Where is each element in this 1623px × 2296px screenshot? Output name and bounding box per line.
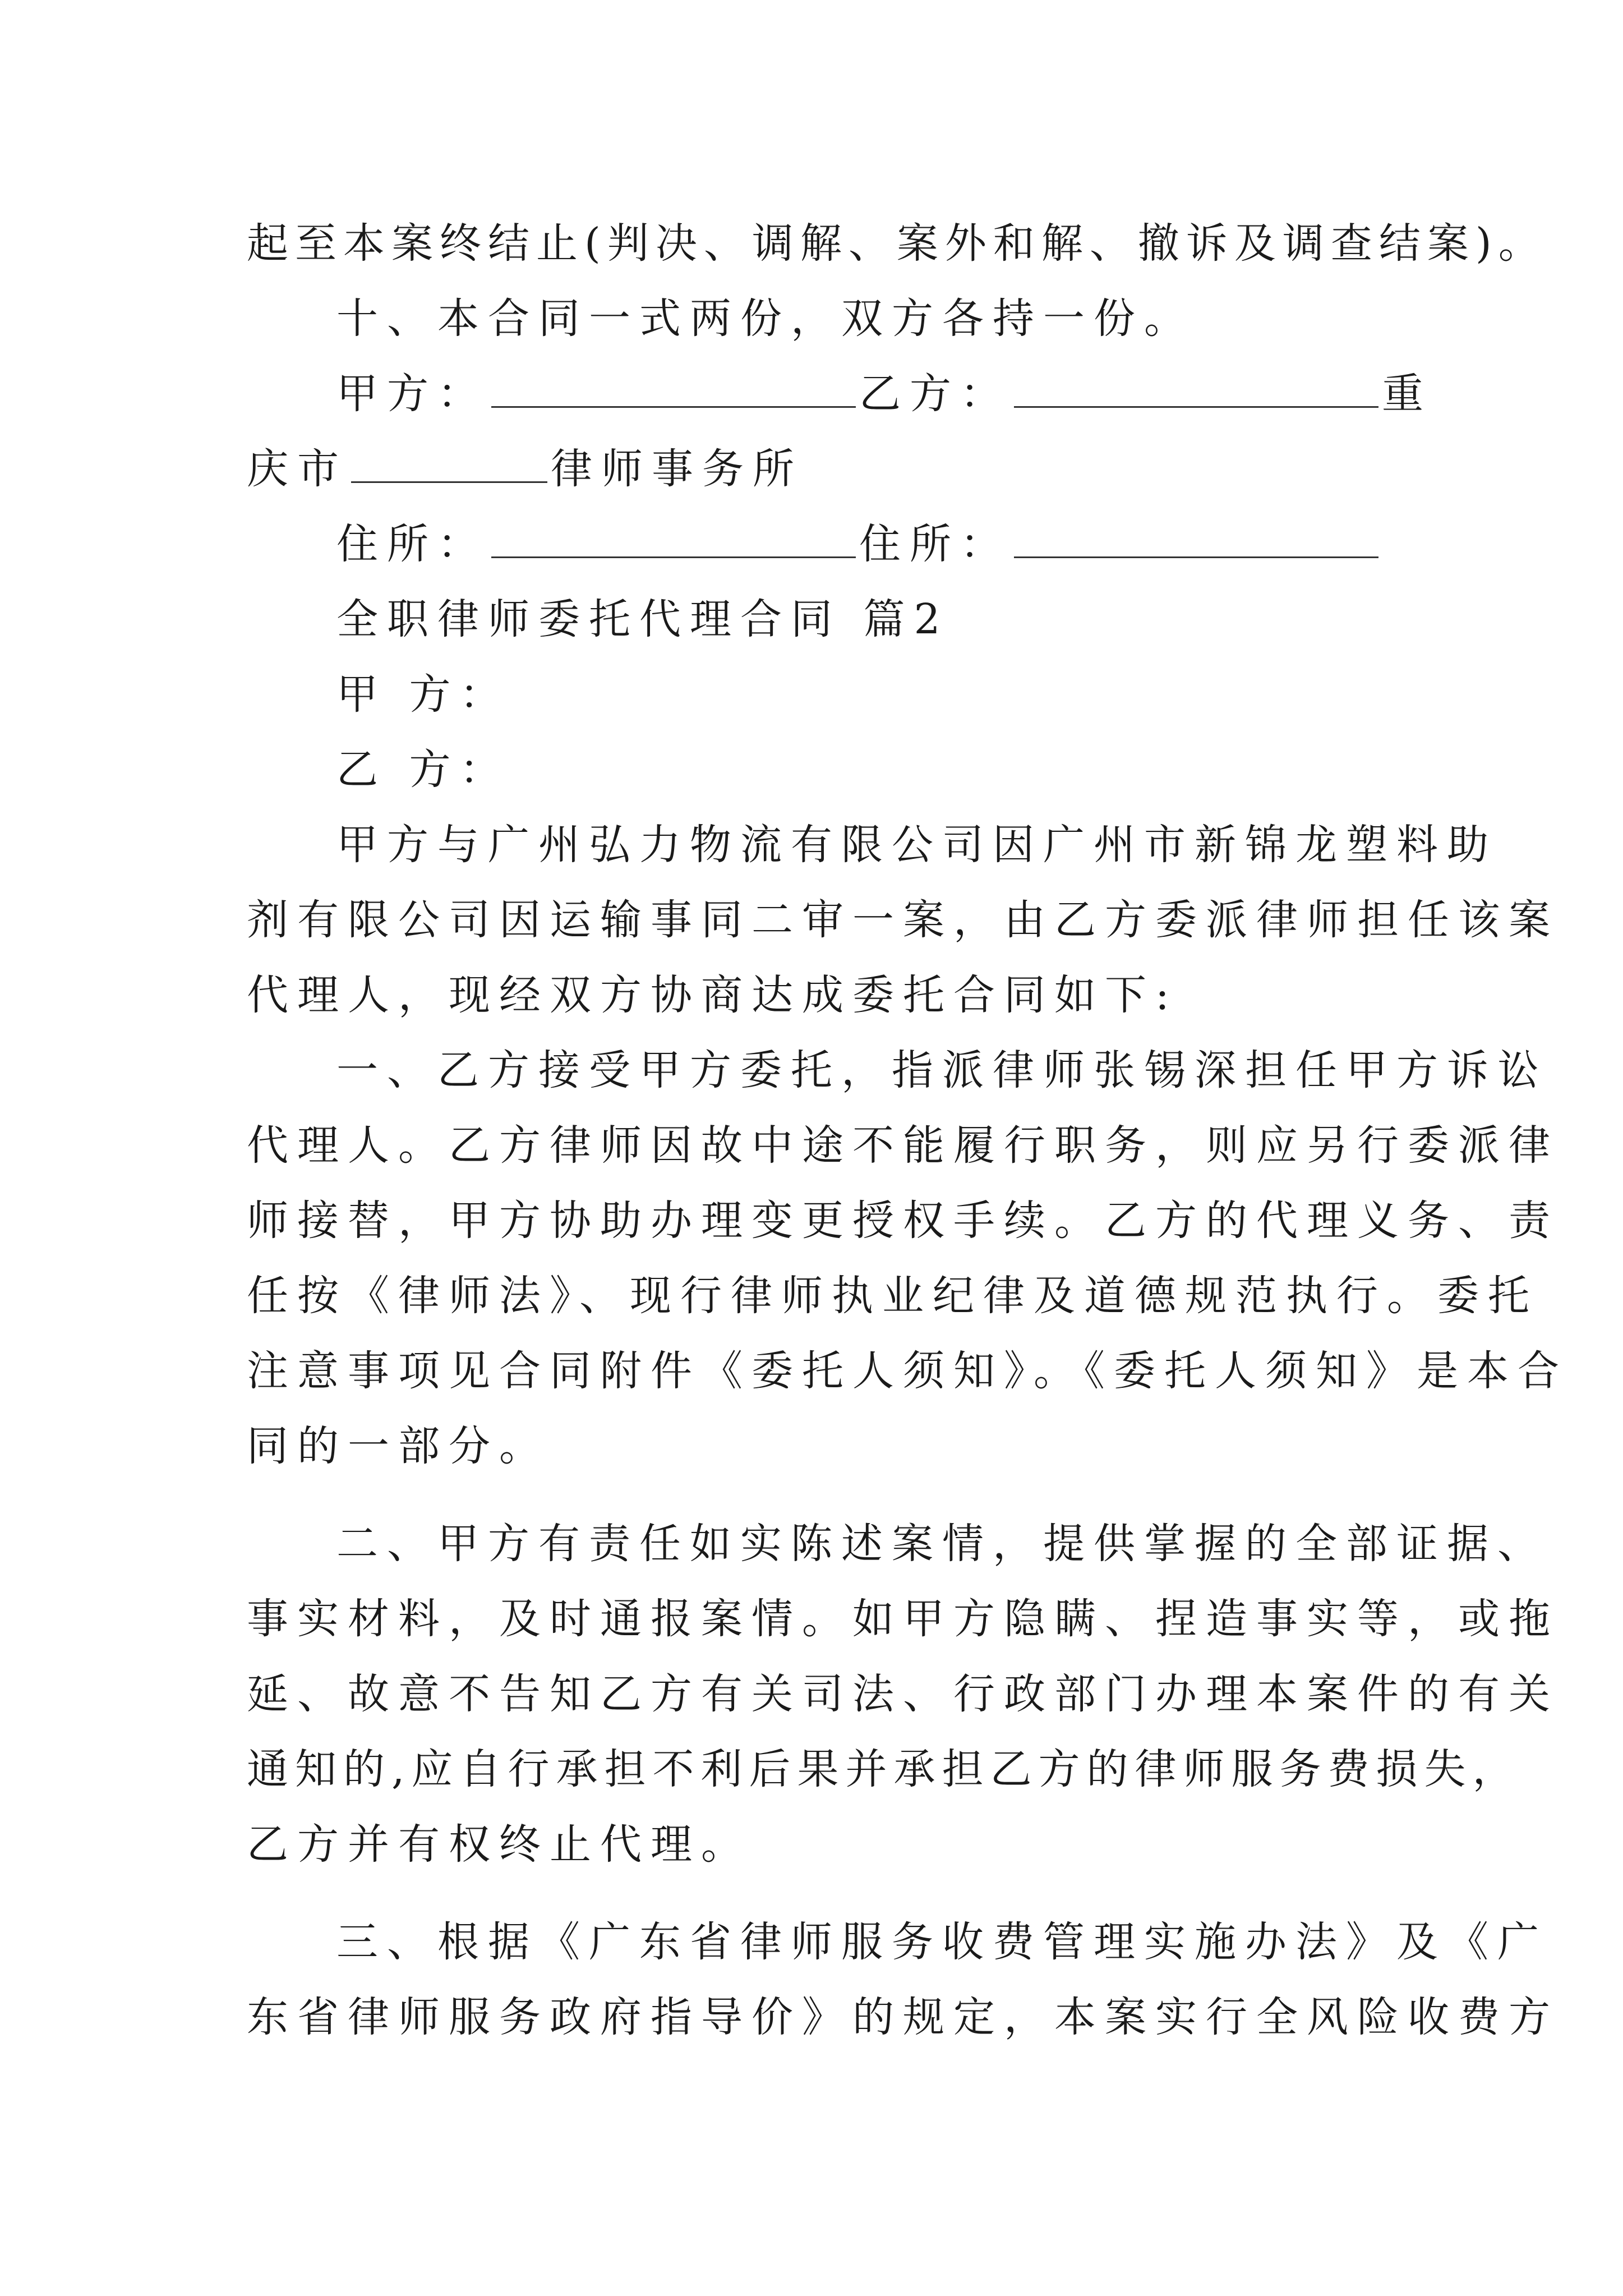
signature-party-line	[0, 366, 1623, 422]
paragraph-line: 剂有限公司因运输事同二审一案，由乙方委派律师担任该案	[247, 896, 1559, 944]
text-line: 起至本案终结止(判决、调解、案外和解、撤诉及调查结案)。	[247, 219, 1547, 268]
paragraph-line: 代理人。乙方律师因故中途不能履行职务，则应另行委派律	[247, 1121, 1559, 1170]
address-b-blank	[1014, 522, 1378, 558]
paragraph-line: 甲方与广州弘力物流有限公司因广州市新锦龙塑料助	[336, 821, 1497, 869]
paragraph-line: 三、根据《广东省律师服务收费管理实施办法》及《广	[336, 1918, 1548, 1966]
party-b-label: 乙方：	[859, 370, 1011, 418]
paragraph-line: 同的一部分。	[247, 1422, 550, 1470]
party-b-line: 乙 方：	[336, 746, 510, 794]
party-a-blank	[491, 371, 856, 408]
paragraph-line: 东省律师服务政府指导价》的规定，本案实行全风险收费方	[247, 1993, 1559, 2041]
paragraph-line: 乙方并有权终止代理。	[247, 1820, 751, 1869]
paragraph-line: 延、故意不告知乙方有关司法、行政部门办理本案件的有关	[247, 1670, 1559, 1718]
text-segment: 重	[1382, 370, 1432, 418]
party-b-blank	[1014, 371, 1378, 408]
text-segment: 庆市	[247, 445, 348, 493]
party-a-label: 甲方：	[336, 370, 488, 418]
clause-ten: 十、本合同一式两份，双方各持一份。	[336, 295, 1195, 343]
address-a-label: 住所：	[336, 520, 488, 568]
paragraph-line: 注意事项见合同附件《委托人须知》。《委托人须知》是本合	[247, 1347, 1568, 1395]
paragraph-line: 代理人，现经双方协商达成委托合同如下:	[247, 971, 1178, 1019]
party-a-line: 甲 方：	[336, 670, 510, 719]
address-line	[0, 516, 1623, 572]
paragraph-line: 事实材料，及时通报案情。如甲方隐瞒、捏造事实等，或拖	[247, 1595, 1559, 1643]
law-firm-line	[0, 441, 1623, 497]
paragraph-line: 任按《律师法》、现行律师执业纪律及道德规范执行。委托	[247, 1272, 1538, 1320]
address-a-blank	[491, 522, 856, 558]
section-heading: 全职律师委托代理合同 篇2	[336, 595, 949, 643]
paragraph-line: 师接替，甲方协助办理变更授权手续。乙方的代理义务、责	[247, 1197, 1559, 1245]
address-b-label: 住所：	[859, 520, 1011, 568]
law-firm-blank	[351, 447, 547, 483]
paragraph-line: 通知的,应自行承担不利后果并承担乙方的律师服务费损失，	[247, 1745, 1521, 1793]
paragraph-line: 二、甲方有责任如实陈述案情，提供掌握的全部证据、	[336, 1520, 1548, 1568]
paragraph-line: 一、乙方接受甲方委托，指派律师张锡深担任甲方诉讼	[336, 1046, 1548, 1094]
text-segment: 律师事务所	[551, 445, 803, 493]
